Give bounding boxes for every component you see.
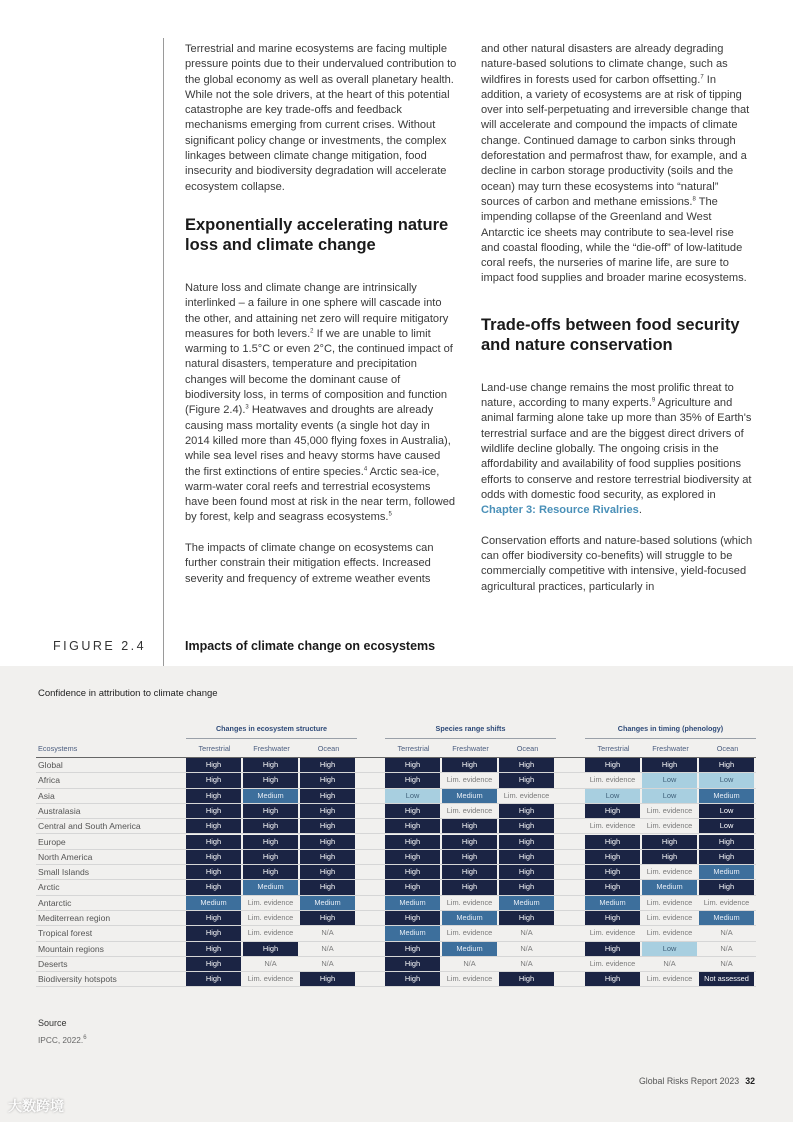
confidence-cell: High [300, 819, 355, 833]
confidence-cell: N/A [520, 943, 533, 953]
watermark-logo: 大数跨境 [8, 1098, 64, 1114]
confidence-cell: Lim. evidence [646, 913, 693, 922]
land-use-paragraph: Land-use change remains the most prolific threat to nature, according to many experts.$^9$ Agriculture and animal farming alone take up more than 35% of Earth's terrestrial surface and are the biggest direct drivers of wildlife decline globally. The ongoing crisis in the affordability and availability of food supplies positions efforts to conserve and restore terrestrial biodiversity at odds with domestic food security, as explored in Chapter 3: Resource Rivalries. [481, 381, 752, 517]
group-rule [385, 738, 556, 739]
table-row [36, 804, 756, 819]
confidence-cell: High [699, 835, 754, 849]
column-header: Ocean [516, 744, 539, 753]
column-header: Ocean [317, 744, 340, 753]
confidence-cell: N/A [264, 958, 277, 968]
confidence-cell: High [243, 773, 298, 787]
confidence-cell: High [385, 819, 440, 833]
confidence-cell: High [499, 835, 554, 849]
confidence-cell: N/A [720, 943, 733, 953]
confidence-cell: Lim. evidence [247, 928, 294, 938]
confidence-cell: Medium [243, 880, 298, 894]
report-name: Global Risks Report 2023 [638, 1076, 740, 1086]
figure-title: Impacts of climate change on ecosystems [185, 639, 436, 653]
ecosystems-header: Ecosystems [38, 744, 78, 753]
table-row [36, 789, 756, 804]
table-row [36, 957, 756, 972]
ecosystem-label: Tropical forest [38, 928, 93, 939]
group-title: Species range shifts [435, 724, 506, 733]
confidence-cell: N/A [663, 958, 676, 968]
right-text-column [481, 42, 753, 610]
confidence-cell: N/A [520, 928, 533, 938]
confidence-cell: High [585, 865, 640, 879]
confidence-cell: High [300, 850, 355, 864]
ecosystem-label: Asia [38, 790, 55, 801]
confidence-cell: Lim. evidence [646, 897, 693, 907]
confidence-cell: High [300, 789, 355, 803]
conservation-paragraph: Conservation efforts and nature-based solutions (which can offer biodiversity co-benefits) will struggle to be commercially competitive with intensive, yield-focused agricultural practices, particularly in [481, 534, 753, 593]
confidence-cell: High [385, 957, 440, 971]
confidence-cell: High [499, 880, 554, 894]
column-header: Terrestrial [397, 744, 430, 753]
confidence-cell: Medium [642, 880, 697, 894]
figure-panel [0, 666, 793, 1122]
confidence-cell: N/A [720, 958, 733, 968]
confidence-cell: High [642, 850, 697, 864]
confidence-cell: Medium [699, 865, 754, 879]
ecosystem-label: Mediterrean region [38, 913, 111, 923]
column-divider [163, 38, 164, 666]
confidence-cell: Low [642, 773, 697, 787]
confidence-cell: High [385, 972, 440, 986]
section-heading-nature-loss: Exponentially accelerating nature loss and climate change [185, 215, 449, 255]
confidence-cell: High [300, 880, 355, 894]
confidence-cell: High [243, 804, 298, 818]
confidence-cell: High [442, 880, 497, 894]
table-row [36, 865, 756, 880]
confidence-cell: High [385, 942, 440, 956]
confidence-cell: High [300, 773, 355, 787]
confidence-cell: High [243, 850, 298, 864]
chapter-3-link[interactable]: Chapter 3: Resource Rivalries [481, 504, 639, 517]
mitigation-paragraph: The impacts of climate change on ecosystems can further constrain their mitigation effects. Increased severity and frequency of extreme weather events [185, 542, 434, 585]
table-row [36, 911, 756, 926]
group-rule [186, 738, 357, 739]
confidence-cell: High [642, 835, 697, 849]
confidence-cell: Low [585, 789, 640, 803]
confidence-cell: High [186, 804, 241, 818]
confidence-cell: Lim. evidence [646, 928, 693, 938]
ecosystem-label: Deserts [38, 958, 68, 969]
confidence-cell: Low [642, 942, 697, 956]
column-header: Freshwater [652, 744, 689, 753]
confidence-cell: High [243, 942, 298, 956]
confidence-cell: Low [385, 789, 440, 803]
confidence-cell: High [186, 789, 241, 803]
confidence-cell: Medium [699, 789, 754, 803]
confidence-cell: Lim. evidence [446, 805, 493, 815]
confidence-cell: N/A [321, 958, 334, 968]
confidence-cell: High [585, 880, 640, 894]
confidence-cell: High [243, 758, 298, 772]
confidence-cell: High [186, 865, 241, 879]
confidence-cell: High [699, 850, 754, 864]
confidence-cell: High [499, 972, 554, 986]
source-label: Source [38, 1018, 67, 1028]
table-row [36, 758, 756, 773]
table-row [36, 835, 756, 850]
confidence-cell: Lim. evidence [247, 913, 294, 922]
figure-label: FIGURE 2.4 [53, 639, 147, 653]
confidence-cell: Lim. evidence [589, 821, 636, 831]
ecosystem-label: North America [38, 851, 93, 862]
confidence-cell: High [442, 835, 497, 849]
confidence-cell: Lim. evidence [247, 974, 294, 984]
confidence-cell: High [585, 850, 640, 864]
ecosystem-label: Mountain regions [38, 943, 104, 954]
ecosystem-label: Antarctic [38, 897, 72, 908]
ecosystem-label: Europe [38, 836, 66, 847]
confidence-cell: High [499, 865, 554, 879]
confidence-cell: Not assessed [699, 972, 754, 986]
confidence-cell: High [585, 835, 640, 849]
confidence-cell: N/A [321, 928, 334, 938]
group-rule [585, 738, 756, 739]
confidence-cell: High [442, 850, 497, 864]
confidence-cell: High [186, 850, 241, 864]
confidence-cell: Lim. evidence [446, 897, 493, 907]
confidence-cell: Medium [442, 942, 497, 956]
confidence-cell: High [243, 835, 298, 849]
page-number: 32 [745, 1076, 755, 1086]
table-row [36, 850, 756, 865]
confidence-cell: High [642, 758, 697, 772]
figure-subtitle: Confidence in attribution to climate change [38, 688, 218, 699]
confidence-cell: Low [699, 819, 754, 833]
confidence-cell: Medium [300, 896, 355, 910]
confidence-cell: High [442, 865, 497, 879]
confidence-cell: Lim. evidence [247, 897, 294, 907]
confidence-cell: High [186, 926, 241, 940]
confidence-cell: Medium [385, 896, 440, 910]
confidence-cell: Medium [585, 896, 640, 910]
confidence-cell: High [499, 911, 554, 925]
confidence-cell: High [499, 850, 554, 864]
confidence-cell: High [385, 911, 440, 925]
confidence-cell: High [186, 972, 241, 986]
confidence-cell: High [186, 911, 241, 925]
confidence-cell: High [442, 758, 497, 772]
ecosystem-label: Biodiversity hotspots [38, 974, 117, 985]
source-text: IPCC, 2022.$^6$ [38, 1035, 87, 1045]
ecosystem-label: Africa [38, 775, 60, 786]
confidence-cell: High [385, 850, 440, 864]
confidence-cell: High [499, 804, 554, 818]
confidence-cell: Lim. evidence [646, 821, 693, 831]
column-header: Freshwater [452, 744, 489, 753]
left-text-column [185, 42, 457, 602]
confidence-cell: High [385, 773, 440, 787]
nature-loss-paragraph: Nature loss and climate change are intrinsically interlinked – a failure in one sphere will cascade into the other, and attaining net zero will require mitigatory measures for both levers.$^2$ If we are unable to limit warming to 1.5°C or even 2°C, the continued impact of natural disasters, temperature and precipitation changes will become the dominant cause of biodiversity loss, in terms of composition and function (Figure 2.4).$^3$ Heatwaves and droughts are already causing mass mortality events (a single hot day in 2014 killed more than 45,000 flying foxes in Australia), while sea level rises and heavy storms have caused the first extinctions of entire species.$^4$ Arctic sea-ice, warm-water coral reefs and terrestrial ecosystems have been found most at risk in the near term, followed by forest, kelp and seagrass ecosystems.$^5$ [185, 281, 456, 524]
confidence-cell: Medium [499, 896, 554, 910]
confidence-cell: Lim. evidence [446, 775, 493, 785]
confidence-cell: Medium [699, 911, 754, 925]
confidence-cell: High [243, 819, 298, 833]
confidence-cell: High [585, 758, 640, 772]
confidence-cell: N/A [720, 928, 733, 938]
confidence-cell: Lim. evidence [589, 775, 636, 785]
confidence-cell: Medium [243, 789, 298, 803]
confidence-cell: High [300, 758, 355, 772]
confidence-cell: Low [699, 773, 754, 787]
page-footer [639, 1076, 755, 1086]
confidence-cell: High [385, 880, 440, 894]
table-row [36, 819, 756, 834]
ecosystem-label: Australasia [38, 805, 81, 816]
confidence-cell: N/A [520, 958, 533, 968]
table-row [36, 880, 756, 895]
confidence-cell: High [300, 804, 355, 818]
confidence-cell: High [585, 942, 640, 956]
confidence-cell: N/A [321, 943, 334, 953]
confidence-cell: Lim. evidence [646, 805, 693, 815]
confidence-cell: Medium [442, 911, 497, 925]
confidence-cell: High [699, 880, 754, 894]
group-title: Changes in timing (phenology) [617, 724, 724, 733]
confidence-cell: High [300, 835, 355, 849]
ecosystem-label: Small Islands [38, 867, 90, 878]
column-header: Freshwater [253, 744, 290, 753]
confidence-cell: Lim. evidence [646, 867, 693, 877]
confidence-cell: High [499, 773, 554, 787]
column-header: Terrestrial [198, 744, 231, 753]
confidence-cell: High [186, 819, 241, 833]
ecosystem-label: Central and South America [38, 821, 141, 832]
confidence-cell: Lim. evidence [703, 897, 750, 907]
confidence-cell: High [385, 804, 440, 818]
table-row [36, 942, 756, 957]
column-header: Terrestrial [597, 744, 630, 753]
table-row [36, 773, 756, 788]
confidence-cell: Medium [385, 926, 440, 940]
confidence-cell: High [499, 819, 554, 833]
confidence-cell: High [186, 942, 241, 956]
ecosystem-label: Global [38, 760, 63, 770]
confidence-cell: Medium [442, 789, 497, 803]
confidence-cell: Lim. evidence [589, 928, 636, 938]
confidence-cell: N/A [463, 958, 476, 968]
confidence-cell: High [385, 758, 440, 772]
table-row [36, 972, 756, 987]
confidence-cell: Low [642, 789, 697, 803]
confidence-cell: Lim. evidence [589, 958, 636, 968]
confidence-cell: Lim. evidence [503, 790, 550, 800]
confidence-cell: High [385, 865, 440, 879]
ecosystem-label: Arctic [38, 882, 60, 893]
table-row [36, 926, 756, 941]
section-heading-trade-offs: Trade-offs between food security and nature conservation [481, 315, 740, 355]
confidence-cell: High [243, 865, 298, 879]
confidence-cell: Medium [186, 896, 241, 910]
table-row [36, 896, 756, 911]
continuation-paragraph: and other natural disasters are already degrading nature-based solutions to climate change, such as wildfires in forests used for carbon offsetting.$^7$ In addition, a variety of ecosystems are at risk of tipping over into self-perpetuating and irreversible change that will accelerate and compound the impacts of climate change. Continued damage to carbon sinks through deforestation and permafrost thaw, for example, and a decline in carbon storage productivity (soils and the ocean) may turn these ecosystems into “natural” sources of carbon and methane emissions.$^8$ The impending collapse of the Greenland and West Antarctic ice sheets may contribute to sea-level rise and coastal flooding, while the “die-off” of low-latitude coral reefs, the nurseries of marine life, are sure to impact food supplies and broader marine ecosystems. [481, 43, 750, 285]
confidence-cell: High [186, 835, 241, 849]
confidence-cell: High [585, 911, 640, 925]
confidence-cell: Lim. evidence [646, 974, 693, 984]
confidence-cell: High [186, 773, 241, 787]
confidence-cell: High [300, 865, 355, 879]
confidence-cell: Lim. evidence [446, 974, 493, 984]
confidence-cell: High [186, 758, 241, 772]
column-header: Ocean [716, 744, 739, 753]
confidence-cell: Lim. evidence [446, 928, 493, 938]
confidence-cell: High [186, 880, 241, 894]
confidence-cell: Low [699, 804, 754, 818]
confidence-cell: High [699, 758, 754, 772]
confidence-cell: High [385, 835, 440, 849]
intro-paragraph: Terrestrial and marine ecosystems are facing multiple pressure points due to their undervalued contribution to the global economy as well as overall planetary health. While not the sole drivers, at the heart of this potential catastrophe are key trade-offs and feedback mechanisms emerging from current crises. Without significant policy change or investments, the complex linkages between climate change mitigation, food insecurity and biodiversity degradation will accelerate ecosystem collapse. [185, 43, 457, 193]
group-title: Changes in ecosystem structure [215, 724, 328, 733]
confidence-cell: High [442, 819, 497, 833]
confidence-cell: High [300, 911, 355, 925]
confidence-cell: High [499, 758, 554, 772]
confidence-cell: High [585, 804, 640, 818]
confidence-cell: High [300, 972, 355, 986]
confidence-cell: High [186, 957, 241, 971]
confidence-cell: High [585, 972, 640, 986]
